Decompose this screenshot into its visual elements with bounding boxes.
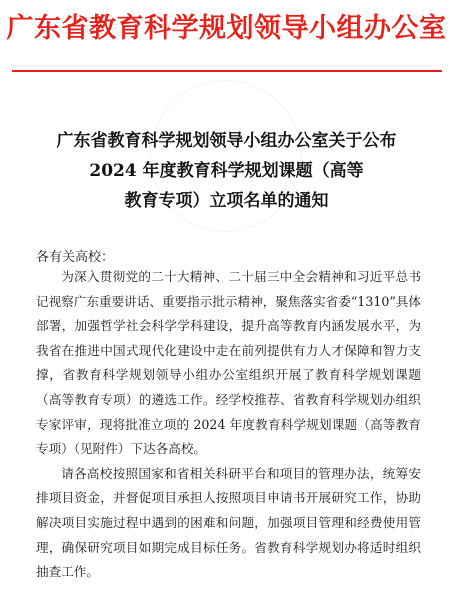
letterhead-divider: [12, 70, 442, 72]
title-line-2: 2024 年度教育科学规划课题（高等: [89, 161, 364, 181]
letterhead-title: 广东省教育科学规划领导小组办公室: [6, 13, 447, 44]
body-paragraph-1: 为深入贯彻党的二十大精神、二十届三中全会精神和习近平总书记视察广东重要讲话、重要指示批示精神，聚焦落实省委“1310”具体部署，加强哲学社会科学学科建设，提升高等教育内涵发展水平，为我省在推进中国式现代化建设中走在前列提供有力人才保障和智力支撑，省教育科学规划领导小组办公室组织开展了教育科学规划课题（高等教育专项）的遴选工作。经学校推荐、省教育科学规划办组织专家评审，现将批准立项的 2024 年度教育科学规划课题（高等教育专项）（见附件）下达各高校。: [36, 269, 421, 457]
document-body: [36, 265, 421, 585]
title-line-1: 广东省教育科学规划领导小组办公室关于公布: [56, 131, 397, 151]
document-title: [20, 126, 433, 216]
title-line-3: 教育专项）立项名单的通知: [124, 191, 329, 211]
salutation: 各有关高校：: [36, 250, 115, 265]
body-paragraph-2: 请各高校按照国家和省相关科研平台和项目的管理办法，统筹安排项目资金，并督促项目承担人按照项目申请书开展研究工作，协助解决项目实施过程中遇到的困难和问题，加强项目管理和经费使用管理，确保研究项目如期完成目标任务。省教育科学规划办将适时组织抽查工作。: [36, 465, 421, 580]
